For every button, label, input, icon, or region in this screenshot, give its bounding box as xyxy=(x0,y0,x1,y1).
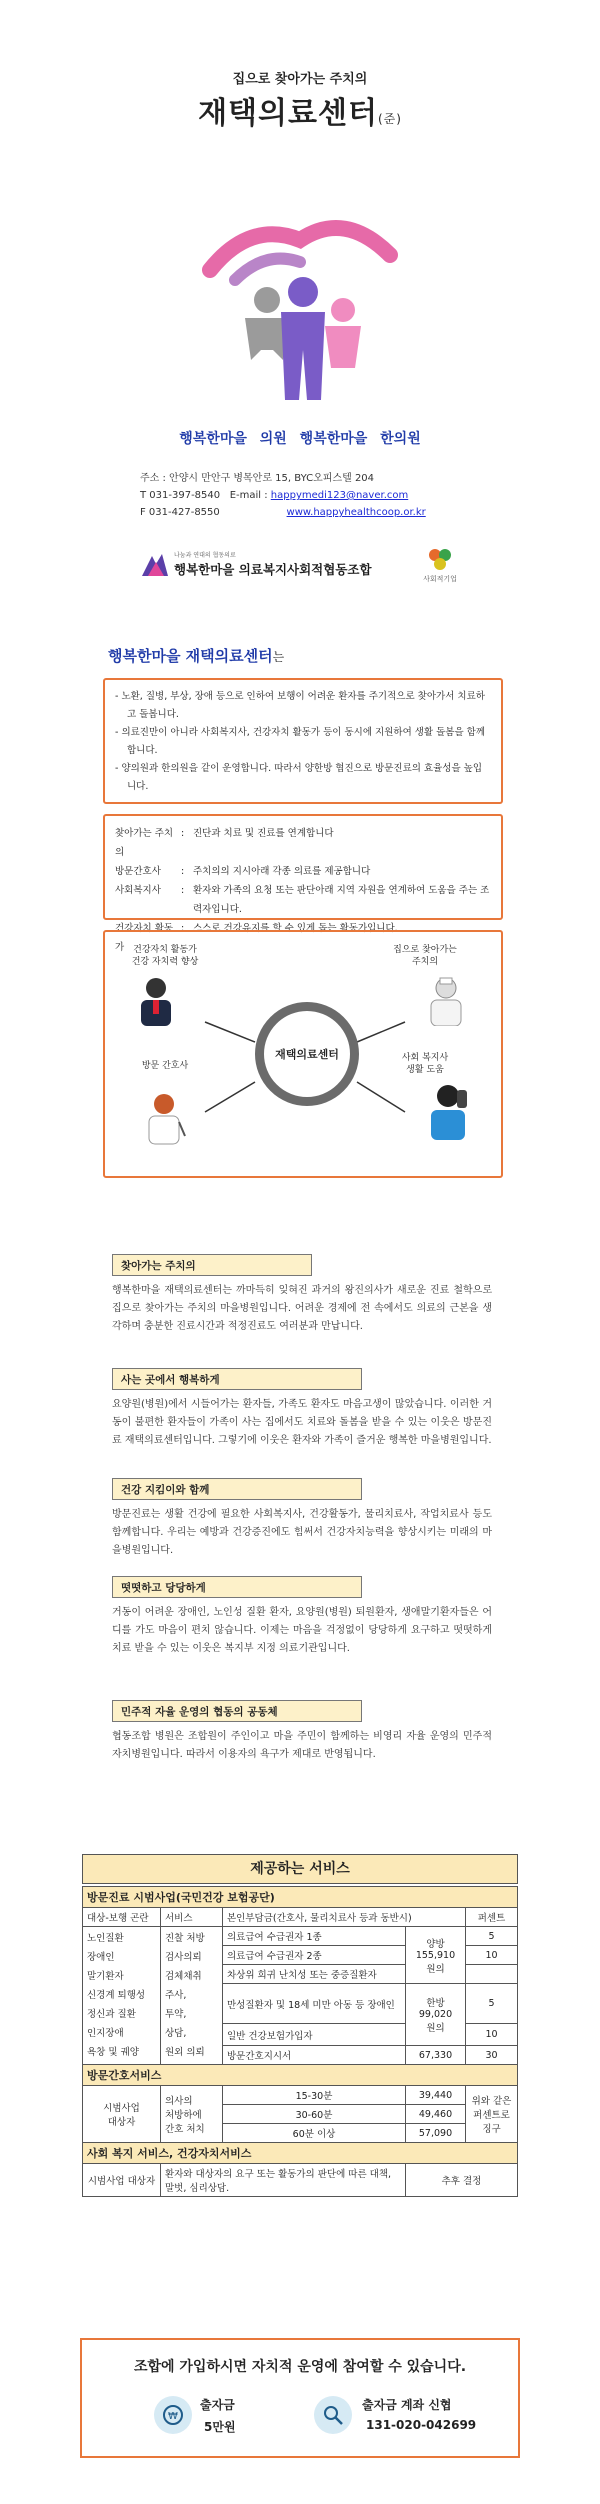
section-body: 거동이 어려운 장애인, 노인성 질환 환자, 요양원(병원) 퇴원환자, 생애말기환자들은 어디를 가도 마음이 편치 않습니다. 이제는 마음을 걱정없이 당당하게 요구하고 떳떳하게 치료 받을 수 있는 이웃은 복지부 지정 의료기관입니다. xyxy=(112,1607,492,1654)
social-cost: 추후 결정 xyxy=(406,2164,518,2197)
section-heading: 찾아가는 주치의 xyxy=(112,1254,312,1276)
copay-label: 차상위 희귀 난치성 또는 중증질환자 xyxy=(223,1965,406,1984)
coop-logo xyxy=(140,540,440,590)
role-desc: 스스로 건강유지를 할 수 있게 돕는 활동가입니다. xyxy=(193,923,398,934)
intro-item: - 의료진만이 아니라 사회복지사, 건강자치 활동가 등이 동시에 지원하여 생활 돌봄을 함께 합니다. xyxy=(115,727,486,756)
section-heading: 건강 지킴이와 함께 xyxy=(112,1478,362,1500)
band-row xyxy=(83,2065,518,2086)
fee-label: 출자금 xyxy=(200,2398,235,2412)
col-service: 서비스 xyxy=(161,1908,223,1927)
role-name: 방문간호사 xyxy=(115,866,161,877)
family-logo-icon xyxy=(195,200,405,410)
band-social: 사회 복지 서비스, 건강자치서비스 xyxy=(83,2143,518,2164)
band-row xyxy=(83,2143,518,2164)
band-visit-care: 방문진료 시범사업(국민건강 보험공단) xyxy=(83,1887,518,1908)
role-desc: 환자와 가족의 요청 또는 판단아래 지역 자원을 연계하여 도움을 주는 조력자입니다. xyxy=(193,885,490,915)
target-list: 노인질환 장애인 말기환자 신경계 퇴행성 정신과 질환 인지장애 욕창 및 궤양 xyxy=(83,1927,161,2065)
yang-amount: 155,910 xyxy=(415,1949,456,1961)
fee-value: 5만원 xyxy=(204,2420,236,2434)
services-table xyxy=(82,1886,518,2197)
table-row xyxy=(83,2086,518,2105)
join-title: 조합에 가입하시면 자치적 운영에 참여할 수 있습니다. xyxy=(133,2359,467,2375)
intro-heading-text: 행복한마을 재택의료센터 xyxy=(108,647,273,665)
han-label: 한방 xyxy=(426,1998,445,2009)
care-diagram xyxy=(103,930,503,1178)
nurse-amount: 39,440 xyxy=(406,2086,466,2105)
tel-email xyxy=(140,487,426,504)
clinic-names: 행복한마을 의원 행복한마을 한의원 xyxy=(179,431,421,447)
intro-heading xyxy=(108,645,284,666)
copay-pct: 10 xyxy=(466,1946,518,1965)
svg-text:₩: ₩ xyxy=(168,2411,178,2422)
copay-label: 의료급여 수급권자 2종 xyxy=(223,1946,406,1965)
nurse-service: 의사의 처방하에 간호 처치 xyxy=(161,2086,223,2143)
intro-heading-suffix: 는 xyxy=(272,650,285,664)
table-row xyxy=(83,1927,518,1946)
coop-emblem-icon xyxy=(140,552,170,578)
intro-item: - 양의원과 한의원을 같이 운영합니다. 따라서 양한방 협진으로 방문진료의 효율성을 높입니다. xyxy=(115,763,483,792)
page-title xyxy=(0,88,600,132)
coin-glyph-icon xyxy=(162,2404,184,2426)
join-box xyxy=(80,2338,520,2458)
won-label: 원의 xyxy=(426,2023,445,2034)
account-label: 출자금 계좌 신협 xyxy=(362,2398,452,2412)
copay-pct: 10 xyxy=(466,2024,518,2046)
table-row xyxy=(83,2164,518,2197)
role-desc: 진단과 치료 및 진료를 연계합니다 xyxy=(193,828,334,839)
role-name: 건강자치 활동가 xyxy=(115,923,174,953)
diagram-label-health-activist: 건강자치 활동가 건강 자치력 향상 xyxy=(131,945,199,967)
han-amount: 99,020 xyxy=(418,2009,453,2020)
email-link[interactable]: happymedi123@naver.com xyxy=(270,490,409,501)
nurse-time: 30-60분 xyxy=(223,2105,406,2124)
roles-box xyxy=(103,814,503,953)
social-target: 시범사업 대상자 xyxy=(83,2164,161,2197)
account-value: 131-020-042699 xyxy=(366,2418,477,2432)
copay-pct xyxy=(466,1965,518,1984)
band-row xyxy=(83,1887,518,1908)
nurse-note: 위와 같은 퍼센트로 징구 xyxy=(466,2086,518,2143)
section-body: 방문진료는 생활 건강에 필요한 사회복지사, 건강활동가, 물리치료사, 작업치료사 등도 함께합니다. 우리는 예방과 건강증진에도 힘써서 건강자치능력을 향상시키는 미래의 마을병원입니다. xyxy=(112,1509,492,1556)
magnifier-icon xyxy=(322,2404,344,2426)
role-name: 사회복지사 xyxy=(115,885,161,896)
col-target: 대상-보행 곤란 xyxy=(83,1908,161,1927)
section-body: 요양원(병원)에서 시들어가는 환자들, 가족도 환자도 마음고생이 많았습니다. 이러한 거동이 불편한 환자들이 가족이 사는 집에서도 치료와 돌봄을 받을 수 있는 이웃은 방문진료 재택의료센터입니다. 그렇기에 이웃은 환자와 가족이 즐거운 행복한 마을병원입니다. xyxy=(112,1399,492,1446)
copay-pct: 5 xyxy=(466,1927,518,1946)
diagram-center-label: 재택의료센터 xyxy=(275,1048,339,1061)
yang-label: 양방 xyxy=(426,1938,445,1950)
intro-item: - 노환, 질병, 부상, 장애 등으로 인하여 보행이 어려운 환자를 주기적으로 찾아가서 치료하고 돌봅니다. xyxy=(115,691,485,720)
email-label: E-mail : xyxy=(229,490,268,501)
section-heading: 떳떳하고 당당하게 xyxy=(112,1576,362,1598)
intro-box xyxy=(103,678,503,804)
nurse-target: 시범사업 대상자 xyxy=(83,2086,161,2143)
nurse-icon xyxy=(141,1092,187,1146)
nurse-time: 60분 이상 xyxy=(223,2124,406,2143)
role-row: 사회복지사 : 환자와 가족의 요청 또는 판단아래 지역 자원을 연계하여 도움을 주는 조력자입니다. xyxy=(115,881,491,919)
col-copay: 본인부담금(간호사, 물리치료사 등과 동반시) xyxy=(223,1908,466,1927)
band-nursing: 방문간호서비스 xyxy=(83,2065,518,2086)
nurse-amount: 49,460 xyxy=(406,2105,466,2124)
copay-label: 만성질환자 및 18세 미만 아동 등 장애인 xyxy=(223,1984,406,2024)
section-heading: 민주적 자율 운영의 협동의 공동체 xyxy=(112,1700,362,1722)
social-desc: 환자와 대상자의 요구 또는 활동가의 판단에 따른 대책, 말벗, 심리상담. xyxy=(161,2164,406,2197)
social-enterprise-icon xyxy=(426,546,454,572)
fax: F 031-427-8550 xyxy=(140,507,220,518)
won-label: 원의 xyxy=(426,1963,445,1975)
role-name: 찾아가는 주치의 xyxy=(115,828,174,858)
contact-block xyxy=(140,470,426,521)
coop-tagline: 나눔과 연대의 협동의료 xyxy=(174,552,236,559)
col-percent: 퍼센트 xyxy=(466,1908,518,1927)
nurse-time: 15-30분 xyxy=(223,2086,406,2105)
section-body: 행복한마을 재택의료센터는 까마득히 잊혀진 과거의 왕진의사가 새로운 진료 철학으로 집으로 찾아가는 주치의 마을병원입니다. 어려운 경제에 전 속에서도 의료의 근본을 생각하며 충분한 진료시간과 적정진료도 여러분과 만납니다. xyxy=(112,1285,492,1332)
nurse-order-label: 방문간호지시서 xyxy=(223,2046,406,2065)
tel: T 031-397-8540 xyxy=(140,490,221,501)
subtitle: 집으로 찾아가는 주치의 xyxy=(232,72,368,87)
social-worker-icon xyxy=(423,1082,473,1142)
section-heading: 사는 곳에서 행복하게 xyxy=(112,1368,362,1390)
service-list: 진찰 처방 검사의뢰 검체채취 주사, 투약, 상담, 원외 의뢰 xyxy=(161,1927,223,2065)
role-row: 찾아가는 주치의 : 진단과 치료 및 진료를 연계합니다 xyxy=(115,824,491,862)
table-header-row xyxy=(83,1908,518,1927)
copay-label: 의료급여 수급권자 1종 xyxy=(223,1927,406,1946)
services-title: 제공하는 서비스 xyxy=(82,1854,518,1884)
diagram-label-nurse: 방문 간호사 xyxy=(141,1061,189,1071)
nurse-amount: 57,090 xyxy=(406,2124,466,2143)
title-text: 재택의료센터 xyxy=(198,96,378,131)
diagram-center xyxy=(255,1002,359,1106)
title-suffix: (준) xyxy=(377,112,402,126)
copay-label: 일반 건강보험가입자 xyxy=(223,2024,406,2046)
social-enterprise-badge xyxy=(410,546,470,584)
copay-pct: 30 xyxy=(466,2046,518,2065)
fax-web xyxy=(140,504,426,521)
copay-pct: 5 xyxy=(466,1984,518,2024)
coop-name: 행복한마을 의료복지사회적협동조합 xyxy=(174,562,372,577)
role-desc: 주치의의 지시아래 각종 의료를 제공합니다 xyxy=(193,866,371,877)
website-link[interactable]: www.happyhealthcoop.or.kr xyxy=(286,507,426,518)
address: 주소 : 안양시 만안구 병목안로 15, BYC오피스텔 204 xyxy=(140,473,375,484)
diagram-label-doctor: 집으로 찾아가는 주치의 xyxy=(393,945,457,967)
diagram-label-social-worker: 사회 복지사 생활 도움 xyxy=(401,1053,449,1075)
section-body: 협동조합 병원은 조합원이 주인이고 마을 주민이 함께하는 비영리 자율 운영의 민주적 자치병원입니다. 따라서 이용자의 욕구가 제대로 반영됩니다. xyxy=(112,1731,492,1760)
role-row: 방문간호사 : 주치의의 지시아래 각종 의료를 제공합니다 xyxy=(115,862,491,881)
role-row: 건강자치 활동가 : 스스로 건강유지를 할 수 있게 돕는 활동가입니다. xyxy=(115,919,491,957)
badge-label: 사회적기업 xyxy=(423,575,457,583)
nurse-order-amount: 67,330 xyxy=(406,2046,466,2065)
